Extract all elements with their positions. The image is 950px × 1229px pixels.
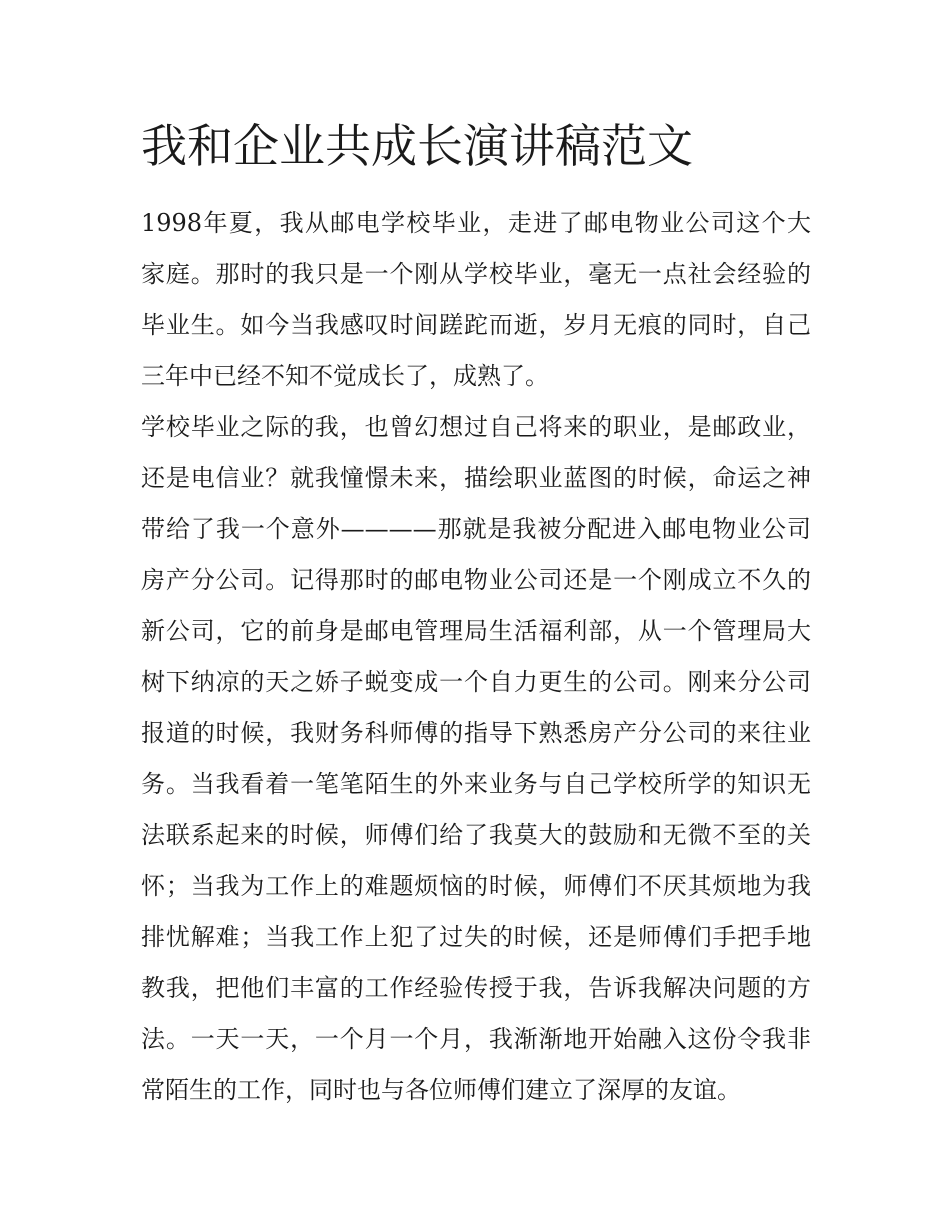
text-line: 新公司，它的前身是邮电管理局生活福利部，从一个管理局大 — [141, 617, 811, 645]
document-body — [141, 198, 811, 1116]
text-line: 1998年夏，我从邮电学校毕业，走进了邮电物业公司这个大 — [141, 209, 811, 237]
text-line: 报道的时候，我财务科师傅的指导下熟悉房产分公司的来往业 — [141, 719, 811, 747]
text-line: 房产分公司。记得那时的邮电物业公司还是一个刚成立不久的 — [141, 566, 811, 594]
text-line: 教我，把他们丰富的工作经验传授于我，告诉我解决问题的方 — [141, 974, 811, 1002]
text-line: 树下纳凉的天之娇子蜕变成一个自力更生的公司。刚来分公司 — [141, 668, 811, 696]
text-line: 怀；当我为工作上的难题烦恼的时候，师傅们不厌其烦地为我 — [141, 872, 811, 900]
text-line: 学校毕业之际的我，也曾幻想过自己将来的职业，是邮政业， — [141, 413, 811, 441]
text-line: 排忧解难；当我工作上犯了过失的时候，还是师傅们手把手地 — [141, 923, 811, 951]
paragraph — [141, 402, 811, 1116]
document-title: 我和企业共成长演讲稿范文 — [141, 119, 693, 173]
text-line: 务。当我看着一笔笔陌生的外来业务与自己学校所学的知识无 — [141, 770, 811, 798]
text-line: 法联系起来的时候，师傅们给了我莫大的鼓励和无微不至的关 — [141, 821, 811, 849]
text-line: 法。一天一天，一个月一个月，我渐渐地开始融入这份令我非 — [141, 1025, 811, 1053]
text-line: 带给了我一个意外————那就是我被分配进入邮电物业公司 — [141, 515, 811, 543]
text-line: 三年中已经不知不觉成长了，成熟了。 — [141, 362, 549, 390]
text-line: 还是电信业？就我憧憬未来，描绘职业蓝图的时候，命运之神 — [141, 464, 811, 492]
text-line: 毕业生。如今当我感叹时间蹉跎而逝，岁月无痕的同时，自己 — [141, 311, 811, 339]
text-line: 常陌生的工作，同时也与各位师傅们建立了深厚的友谊。 — [141, 1076, 741, 1104]
text-line: 家庭。那时的我只是一个刚从学校毕业，毫无一点社会经验的 — [141, 260, 811, 288]
paragraph — [141, 198, 811, 402]
